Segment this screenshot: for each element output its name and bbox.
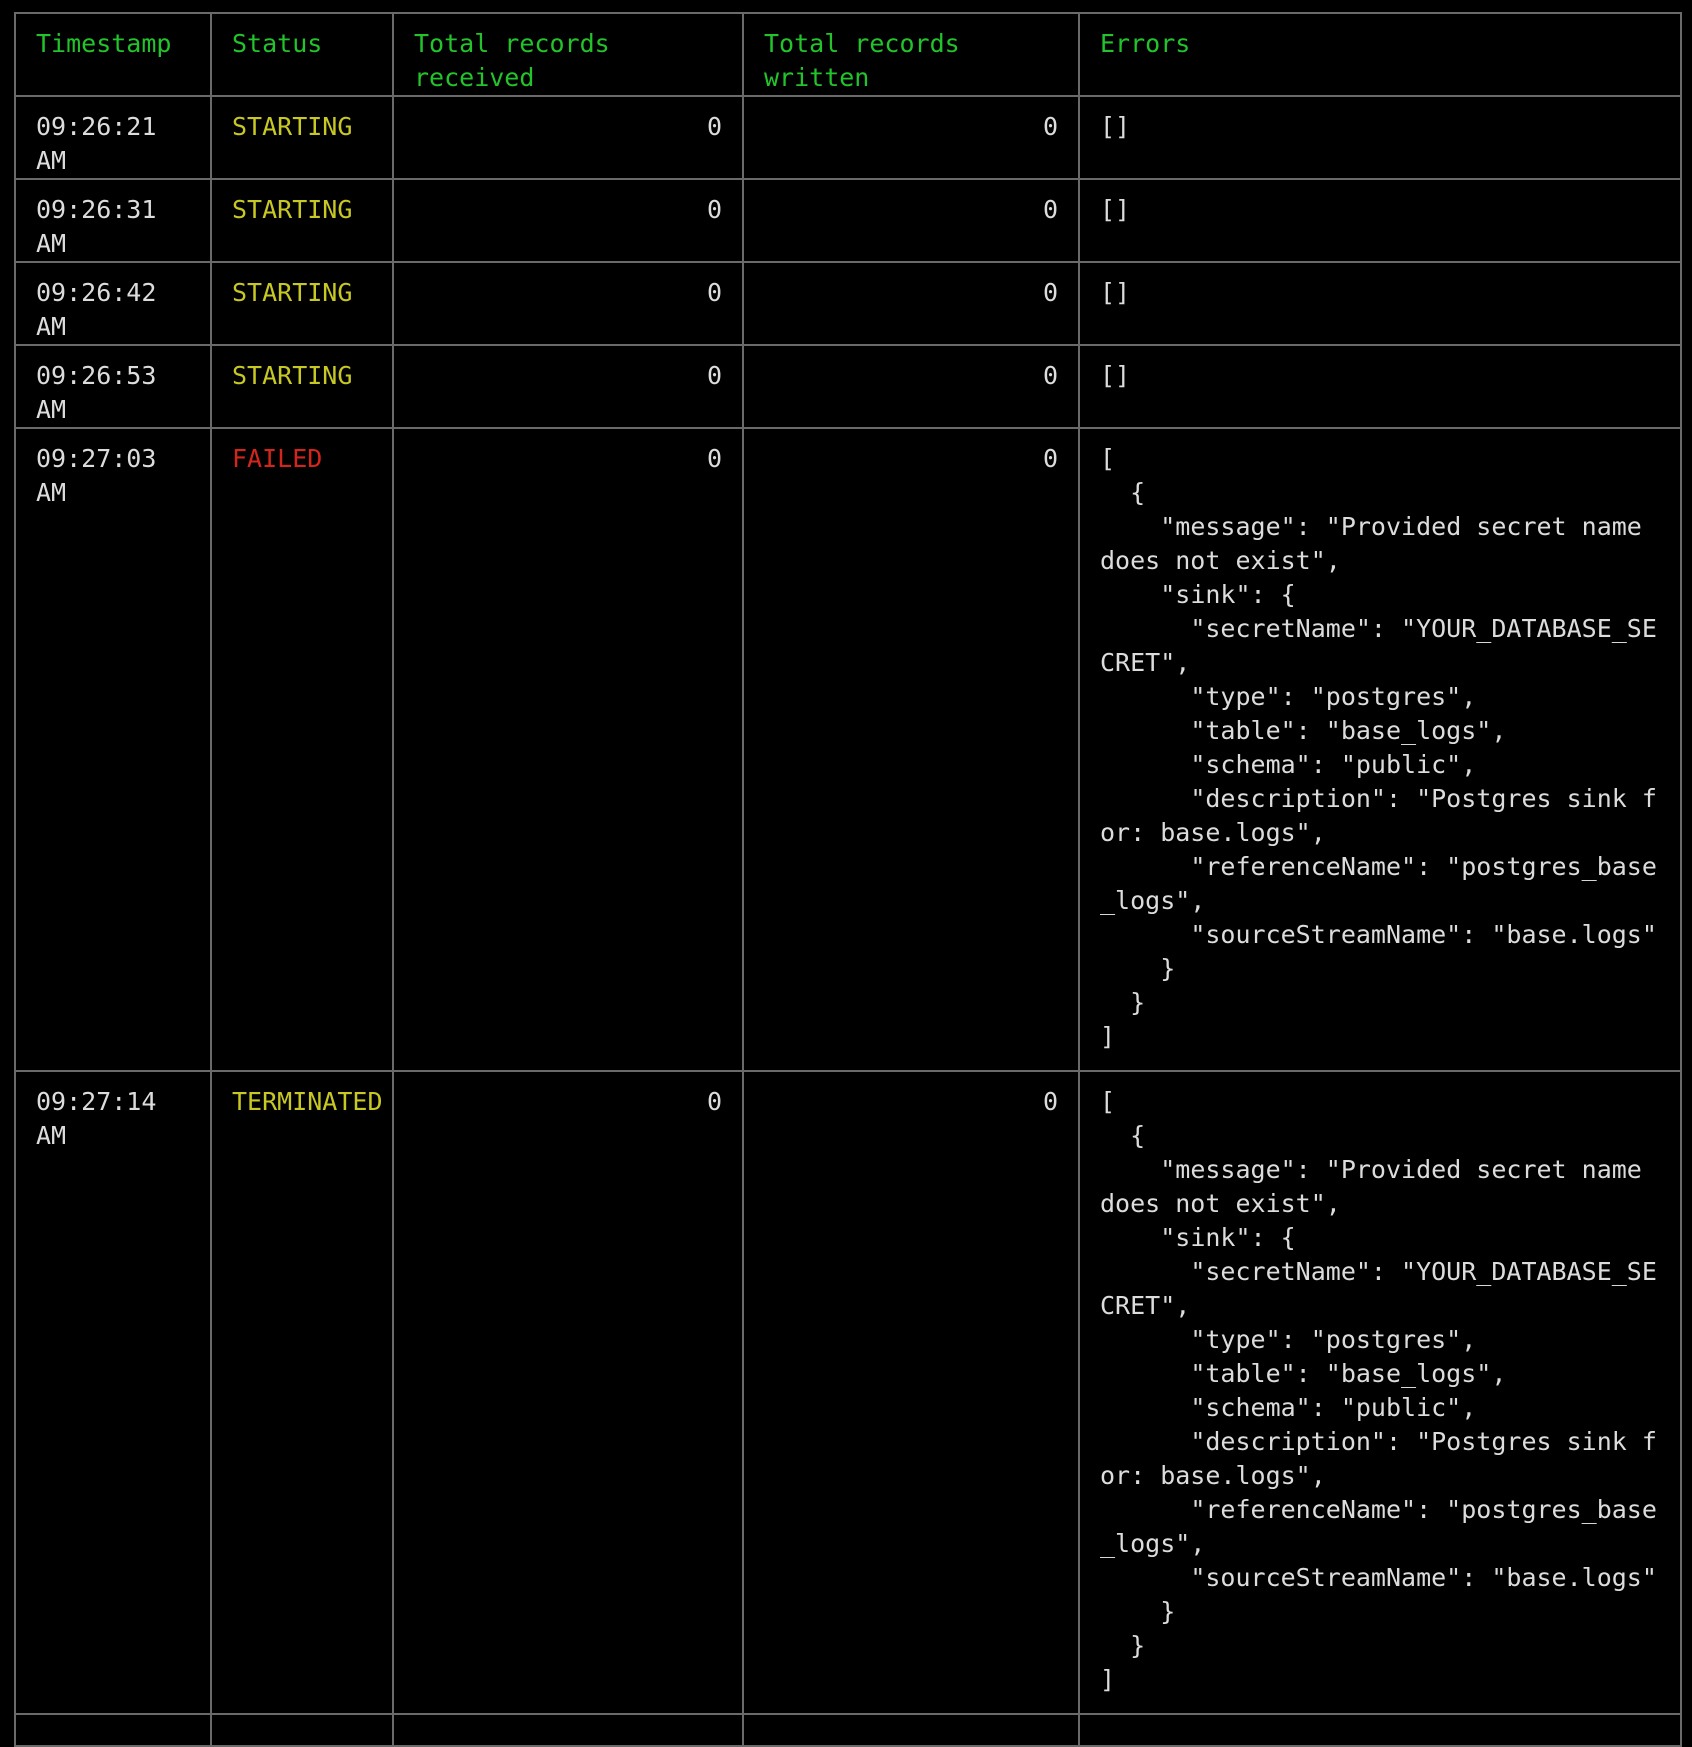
errors-cell [1079, 428, 1681, 1071]
timestamp-cell: 09:27:03 AM [15, 428, 211, 1071]
errors-json: [] [1100, 112, 1131, 141]
timestamp-cell: 09:26:21 AM [15, 96, 211, 179]
errors-cell [1079, 1071, 1681, 1714]
empty-cell [393, 1714, 743, 1746]
records-received-cell: 0 [393, 345, 743, 428]
table-row [15, 179, 1681, 262]
timestamp-cell: 09:27:14 AM [15, 1071, 211, 1714]
empty-cell [211, 1714, 393, 1746]
column-header-records-written: Total records written [743, 13, 1079, 96]
table-row [15, 345, 1681, 428]
table-row [15, 428, 1681, 1071]
status-cell: STARTING [211, 262, 393, 345]
pipeline-status-log [14, 12, 1680, 1694]
empty-cell [1079, 1714, 1681, 1746]
records-received-cell: 0 [393, 262, 743, 345]
errors-cell [1079, 262, 1681, 345]
errors-json: [] [1100, 361, 1131, 390]
column-header-errors: Errors [1079, 13, 1681, 96]
records-received-cell: 0 [393, 96, 743, 179]
status-cell: STARTING [211, 345, 393, 428]
records-written-cell: 0 [743, 179, 1079, 262]
table-row [15, 96, 1681, 179]
errors-cell [1079, 96, 1681, 179]
errors-json: [] [1100, 195, 1131, 224]
table-row [15, 1071, 1681, 1714]
errors-json: [ { "message": "Provided secret name does not exist", "sink": { "secretName": "YOUR_DATABASE_SECRET", "type": "postgres", "table": "base_logs", "schema": "public", "description": "Postgres sink for: base.logs", "referenceName": "postgres_base_logs", "sourceStreamName": "base.logs" } } ] [1100, 444, 1657, 1051]
records-written-cell: 0 [743, 96, 1079, 179]
errors-cell [1079, 345, 1681, 428]
table-row [15, 262, 1681, 345]
header-row [15, 13, 1681, 96]
status-cell: FAILED [211, 428, 393, 1071]
empty-cell [15, 1714, 211, 1746]
column-header-status: Status [211, 13, 393, 96]
errors-cell [1079, 179, 1681, 262]
records-written-cell: 0 [743, 345, 1079, 428]
timestamp-cell: 09:26:53 AM [15, 345, 211, 428]
timestamp-cell: 09:26:42 AM [15, 262, 211, 345]
timestamp-cell: 09:26:31 AM [15, 179, 211, 262]
column-header-timestamp: Timestamp [15, 13, 211, 96]
table-row-partial [15, 1714, 1681, 1746]
status-cell: TERMINATED [211, 1071, 393, 1714]
status-cell: STARTING [211, 96, 393, 179]
errors-json: [ { "message": "Provided secret name does not exist", "sink": { "secretName": "YOUR_DATABASE_SECRET", "type": "postgres", "table": "base_logs", "schema": "public", "description": "Postgres sink for: base.logs", "referenceName": "postgres_base_logs", "sourceStreamName": "base.logs" } } ] [1100, 1087, 1657, 1694]
status-table [14, 12, 1682, 1747]
errors-json: [] [1100, 278, 1131, 307]
column-header-records-received: Total records received [393, 13, 743, 96]
records-received-cell: 0 [393, 1071, 743, 1714]
records-written-cell: 0 [743, 1071, 1079, 1714]
records-received-cell: 0 [393, 179, 743, 262]
empty-cell [743, 1714, 1079, 1746]
records-written-cell: 0 [743, 428, 1079, 1071]
status-cell: STARTING [211, 179, 393, 262]
records-received-cell: 0 [393, 428, 743, 1071]
records-written-cell: 0 [743, 262, 1079, 345]
